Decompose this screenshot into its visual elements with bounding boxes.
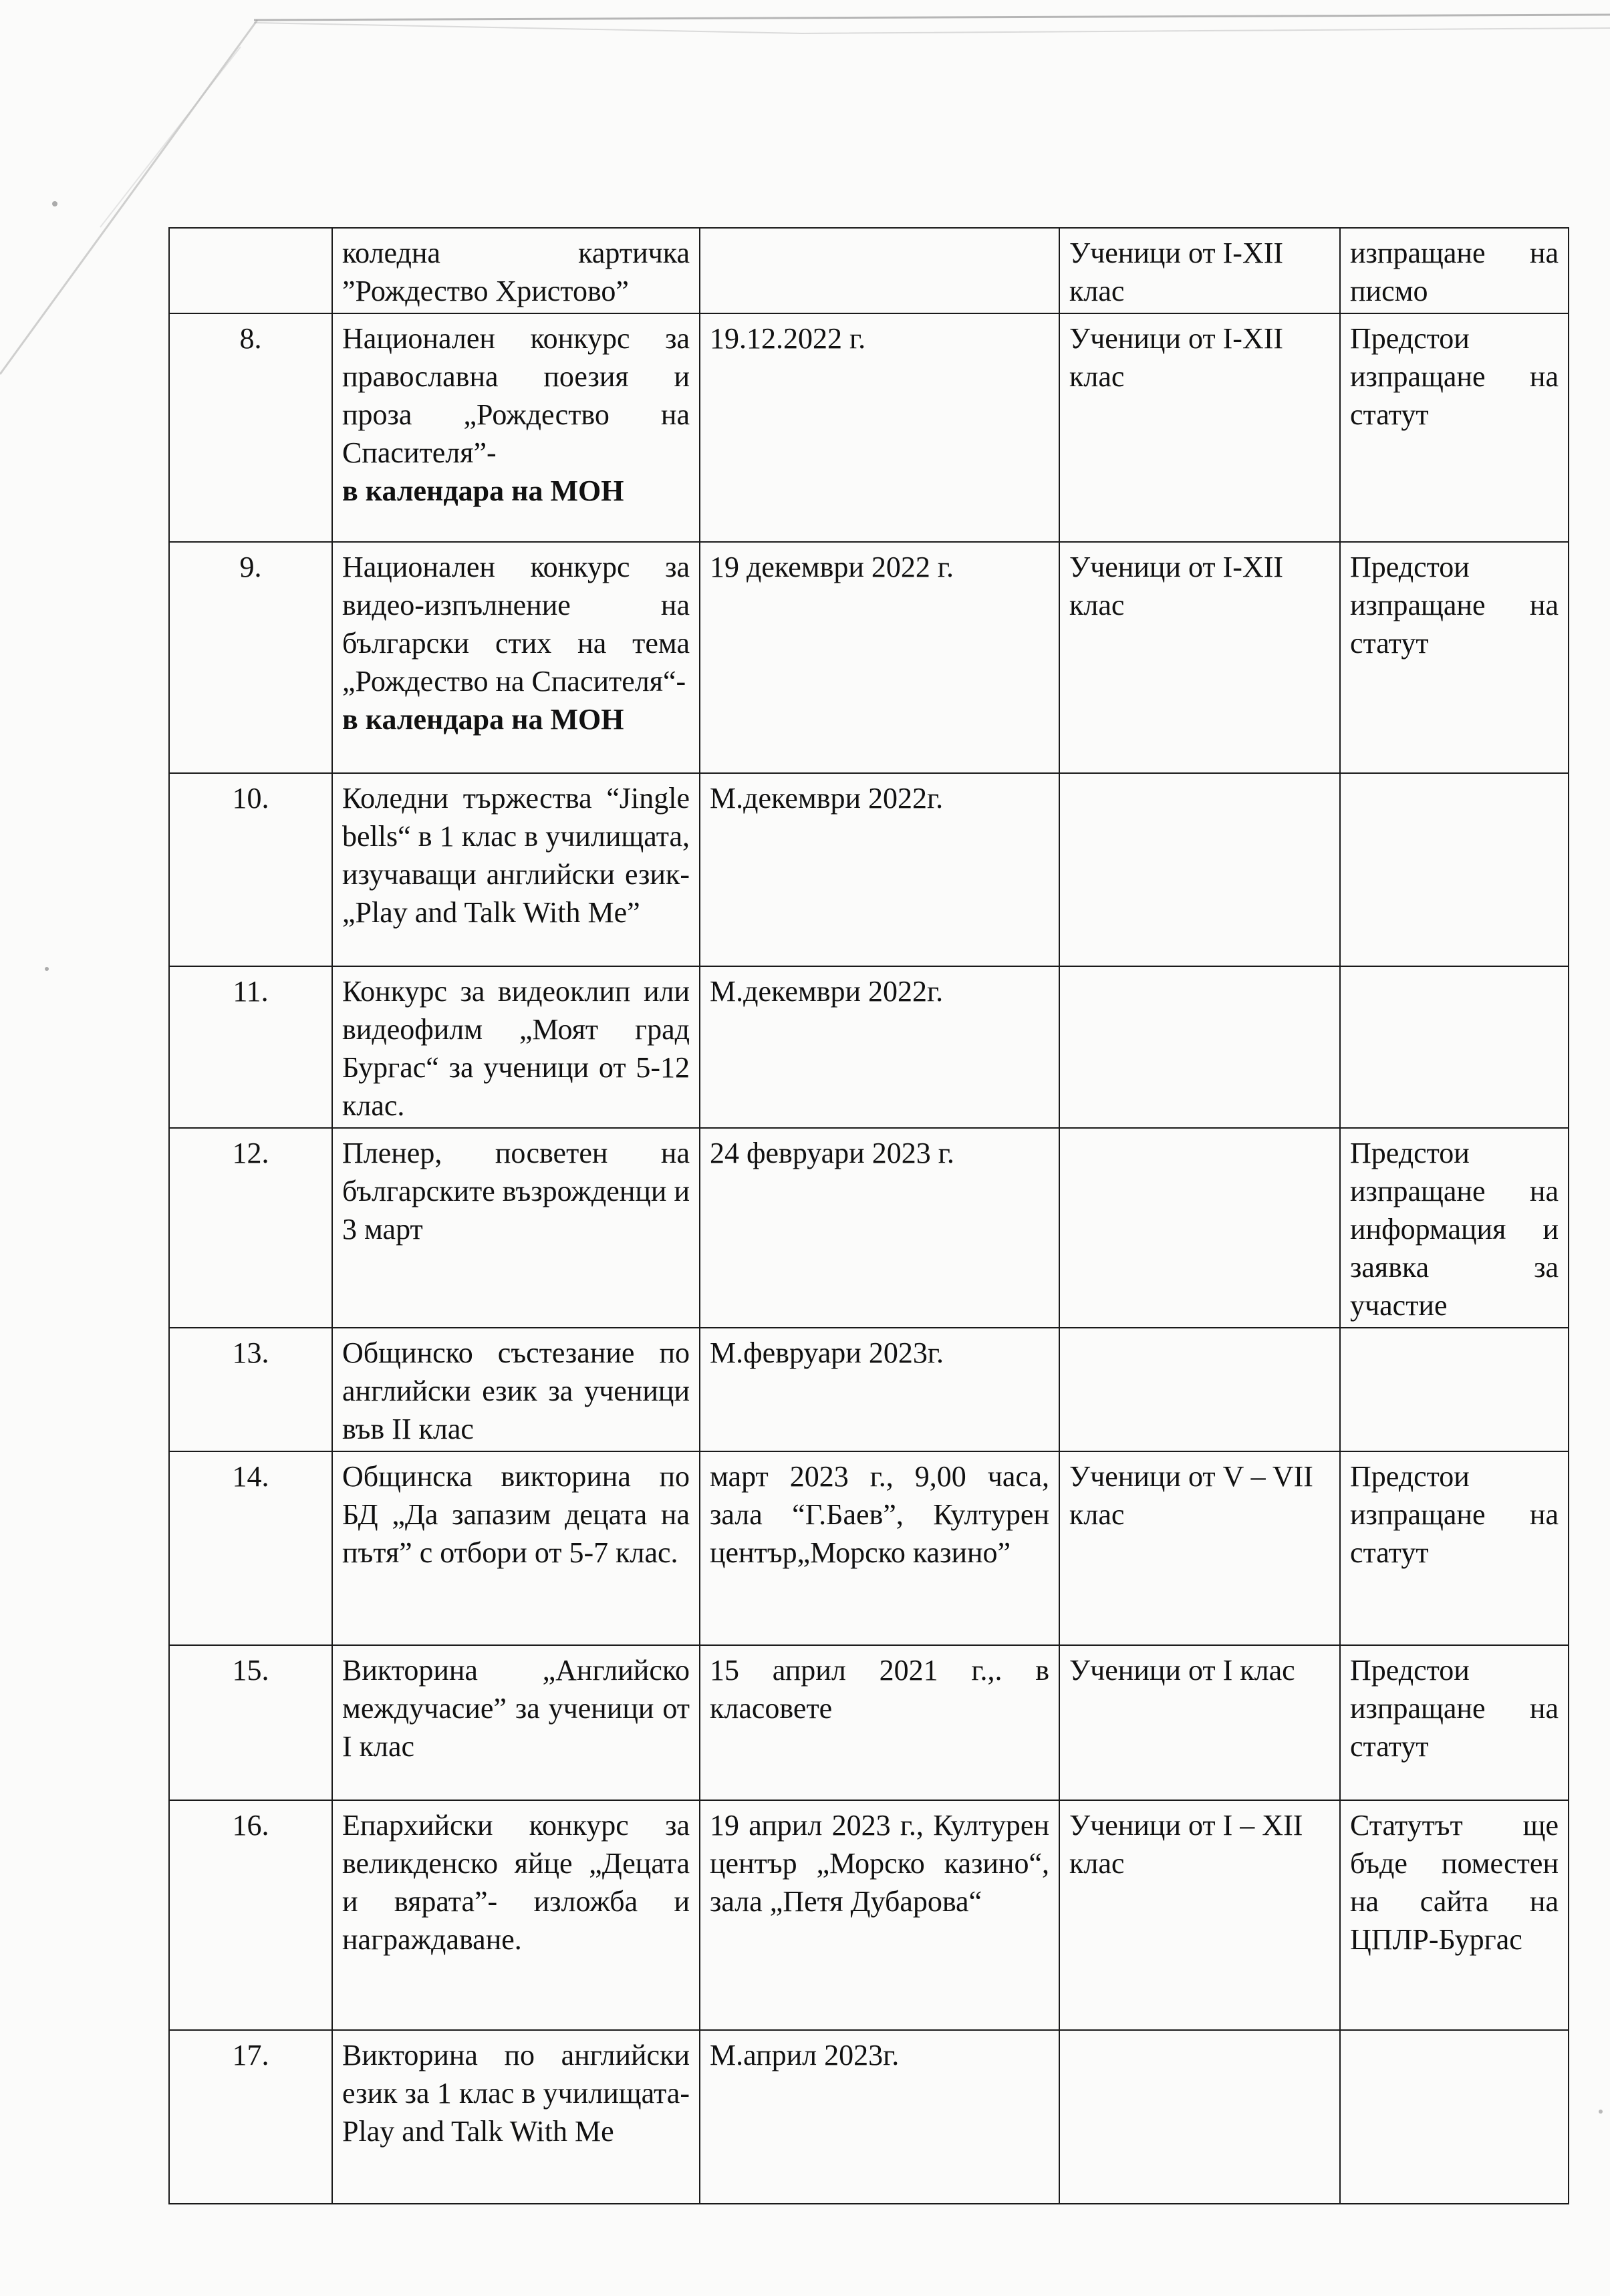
event-text: Общинска викторина по БД „Да запазим децата на пътя” с отбори от 5-7 клас. xyxy=(342,1460,690,1569)
event-text: Коледни тържества “Jingle bells“ в 1 клас в училищата, изучаващи английски език- „Play and Talk With Me” xyxy=(342,782,690,929)
date-cell: март 2023 г., 9,00 часа, зала “Г.Баев”, Културен център„Морско казино” xyxy=(700,1451,1059,1645)
event-cell xyxy=(332,542,700,773)
event-cell xyxy=(332,1645,700,1800)
event-text: Пленер, посветен на българските възрожденци и 3 март xyxy=(342,1137,690,1246)
row-number: 12. xyxy=(169,1128,332,1328)
event-cell xyxy=(332,313,700,542)
event-calendar-note: в календара на МОН xyxy=(342,703,624,736)
row-number: 11. xyxy=(169,966,332,1128)
event-text: Национален конкурс за православна поезия и проза „Рождество на Спасителя”- xyxy=(342,322,690,469)
table-row xyxy=(169,228,1569,313)
row-number: 15. xyxy=(169,1645,332,1800)
event-cell xyxy=(332,228,700,313)
date-cell: М.април 2023г. xyxy=(700,2030,1059,2204)
date-cell: М.декември 2022г. xyxy=(700,773,1059,966)
status-cell: Предстои изпращане на статут xyxy=(1340,1645,1569,1800)
event-text: Епархийски конкурс за великденско яйце „Децата и вярата”- изложба и награждаване. xyxy=(342,1809,690,1956)
status-cell xyxy=(1340,966,1569,1128)
table-row xyxy=(169,2030,1569,2204)
row-number: 17. xyxy=(169,2030,332,2204)
event-cell xyxy=(332,2030,700,2204)
table-row xyxy=(169,966,1569,1128)
status-cell: Предстои изпращане на статут xyxy=(1340,313,1569,542)
row-number: 8. xyxy=(169,313,332,542)
table-row xyxy=(169,1451,1569,1645)
date-cell: 19.12.2022 г. xyxy=(700,313,1059,542)
participants-cell: Ученици от I-XII клас xyxy=(1059,313,1340,542)
event-calendar-note: в календара на МОН xyxy=(342,474,624,507)
event-cell xyxy=(332,1128,700,1328)
participants-cell: Ученици от I-XII клас xyxy=(1059,228,1340,313)
row-number: 16. xyxy=(169,1800,332,2030)
status-cell xyxy=(1340,2030,1569,2204)
events-table xyxy=(168,227,1569,2204)
event-text: Национален конкурс за видео-изпълнение на български стих на тема „Рождество на Спасителя“- xyxy=(342,551,690,698)
event-cell xyxy=(332,966,700,1128)
date-cell: 24 февруари 2023 г. xyxy=(700,1128,1059,1328)
event-text: Конкурс за видеоклип или видеофилм „Моят град Бургас“ за ученици от 5-12 клас. xyxy=(342,975,690,1122)
event-cell xyxy=(332,1800,700,2030)
date-cell: 15 април 2021 г.,. в класовете xyxy=(700,1645,1059,1800)
event-text: Викторина „Английско междучасие” за ученици от I клас xyxy=(342,1654,690,1763)
status-cell: Предстои изпращане на статут xyxy=(1340,1451,1569,1645)
row-number: 14. xyxy=(169,1451,332,1645)
date-cell: М.февруари 2023г. xyxy=(700,1328,1059,1451)
date-cell: 19 декември 2022 г. xyxy=(700,542,1059,773)
status-cell: Статутът ще бъде поместен на сайта на ЦПЛР-Бургас xyxy=(1340,1800,1569,2030)
table-row xyxy=(169,1800,1569,2030)
participants-cell xyxy=(1059,1128,1340,1328)
event-text: коледна картичка ”Рождество Христово” xyxy=(342,237,690,307)
table-row xyxy=(169,542,1569,773)
event-cell xyxy=(332,773,700,966)
participants-cell xyxy=(1059,2030,1340,2204)
row-number: 9. xyxy=(169,542,332,773)
table-row xyxy=(169,773,1569,966)
row-number xyxy=(169,228,332,313)
status-cell: Предстои изпращане на информация и заявка за участие xyxy=(1340,1128,1569,1328)
row-number: 10. xyxy=(169,773,332,966)
event-text: Общинско състезание по английски език за ученици във II клас xyxy=(342,1336,690,1445)
event-cell xyxy=(332,1451,700,1645)
date-cell xyxy=(700,228,1059,313)
participants-cell: Ученици от I клас xyxy=(1059,1645,1340,1800)
participants-cell xyxy=(1059,1328,1340,1451)
status-cell xyxy=(1340,1328,1569,1451)
participants-cell: Ученици от I-XII клас xyxy=(1059,542,1340,773)
event-cell xyxy=(332,1328,700,1451)
date-cell: М.декември 2022г. xyxy=(700,966,1059,1128)
participants-cell xyxy=(1059,773,1340,966)
date-cell: 19 април 2023 г., Културен център „Морско казино“, зала „Петя Дубарова“ xyxy=(700,1800,1059,2030)
table-row xyxy=(169,1328,1569,1451)
table-row xyxy=(169,313,1569,542)
event-text: Викторина по английски език за 1 клас в училищата- Play and Talk With Me xyxy=(342,2039,690,2148)
status-cell xyxy=(1340,773,1569,966)
status-cell: изпращане на писмо xyxy=(1340,228,1569,313)
table-row xyxy=(169,1645,1569,1800)
participants-cell: Ученици от V – VII клас xyxy=(1059,1451,1340,1645)
participants-cell xyxy=(1059,966,1340,1128)
status-cell: Предстои изпращане на статут xyxy=(1340,542,1569,773)
participants-cell: Ученици от I – XII клас xyxy=(1059,1800,1340,2030)
row-number: 13. xyxy=(169,1328,332,1451)
table-row xyxy=(169,1128,1569,1328)
